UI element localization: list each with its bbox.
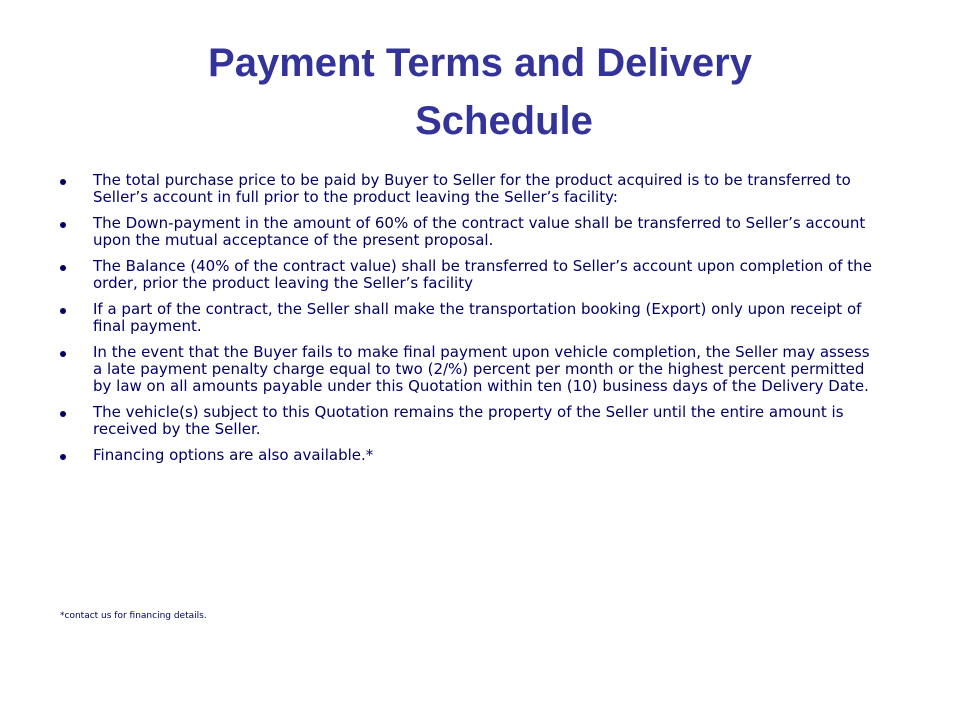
bullet-dot-icon bbox=[60, 454, 66, 460]
footnote: *contact us for financing details. bbox=[60, 611, 207, 621]
bullet-list bbox=[60, 172, 880, 473]
bullet-item bbox=[60, 301, 880, 335]
slide-title bbox=[100, 34, 860, 150]
bullet-item bbox=[60, 215, 880, 249]
bullet-item bbox=[60, 172, 880, 206]
bullet-dot-icon bbox=[60, 265, 66, 271]
bullet-item bbox=[60, 404, 880, 438]
bullet-text: If a part of the contract, the Seller shall make the transportation booking (Export) only upon receipt of final payment. bbox=[93, 300, 862, 335]
bullet-text: The total purchase price to be paid by Buyer to Seller for the product acquired is to be transferred to Seller’s account in full prior to the product leaving the Seller’s facility: bbox=[93, 171, 851, 206]
bullet-item bbox=[60, 258, 880, 292]
bullet-item bbox=[60, 344, 880, 395]
bullet-dot-icon bbox=[60, 411, 66, 417]
bullet-dot-icon bbox=[60, 351, 66, 357]
bullet-dot-icon bbox=[60, 222, 66, 228]
bullet-text: The Down-payment in the amount of 60% of the contract value shall be transferred to Seller’s account upon the mutual acceptance of the present proposal. bbox=[93, 214, 866, 249]
slide-title-line-1: Payment Terms and Delivery bbox=[208, 41, 752, 85]
bullet-text: The vehicle(s) subject to this Quotation remains the property of the Seller until the entire amount is received by the Seller. bbox=[93, 403, 844, 438]
slide-title-line-2: Schedule bbox=[415, 99, 593, 143]
bullet-text: In the event that the Buyer fails to make final payment upon vehicle completion, the Seller may assess a late payment penalty charge equal to two (2/%) percent per month or the highest percent permitted by law on all amounts payable under this Quotation within ten (10) business days of the Delivery Date. bbox=[93, 343, 870, 395]
bullet-text: The Balance (40% of the contract value) shall be transferred to Seller’s account upon completion of the order, prior the product leaving the Seller’s facility bbox=[93, 257, 872, 292]
bullet-item bbox=[60, 447, 880, 464]
bullet-dot-icon bbox=[60, 179, 66, 185]
bullet-text: Financing options are also available.* bbox=[93, 446, 374, 464]
bullet-dot-icon bbox=[60, 308, 66, 314]
